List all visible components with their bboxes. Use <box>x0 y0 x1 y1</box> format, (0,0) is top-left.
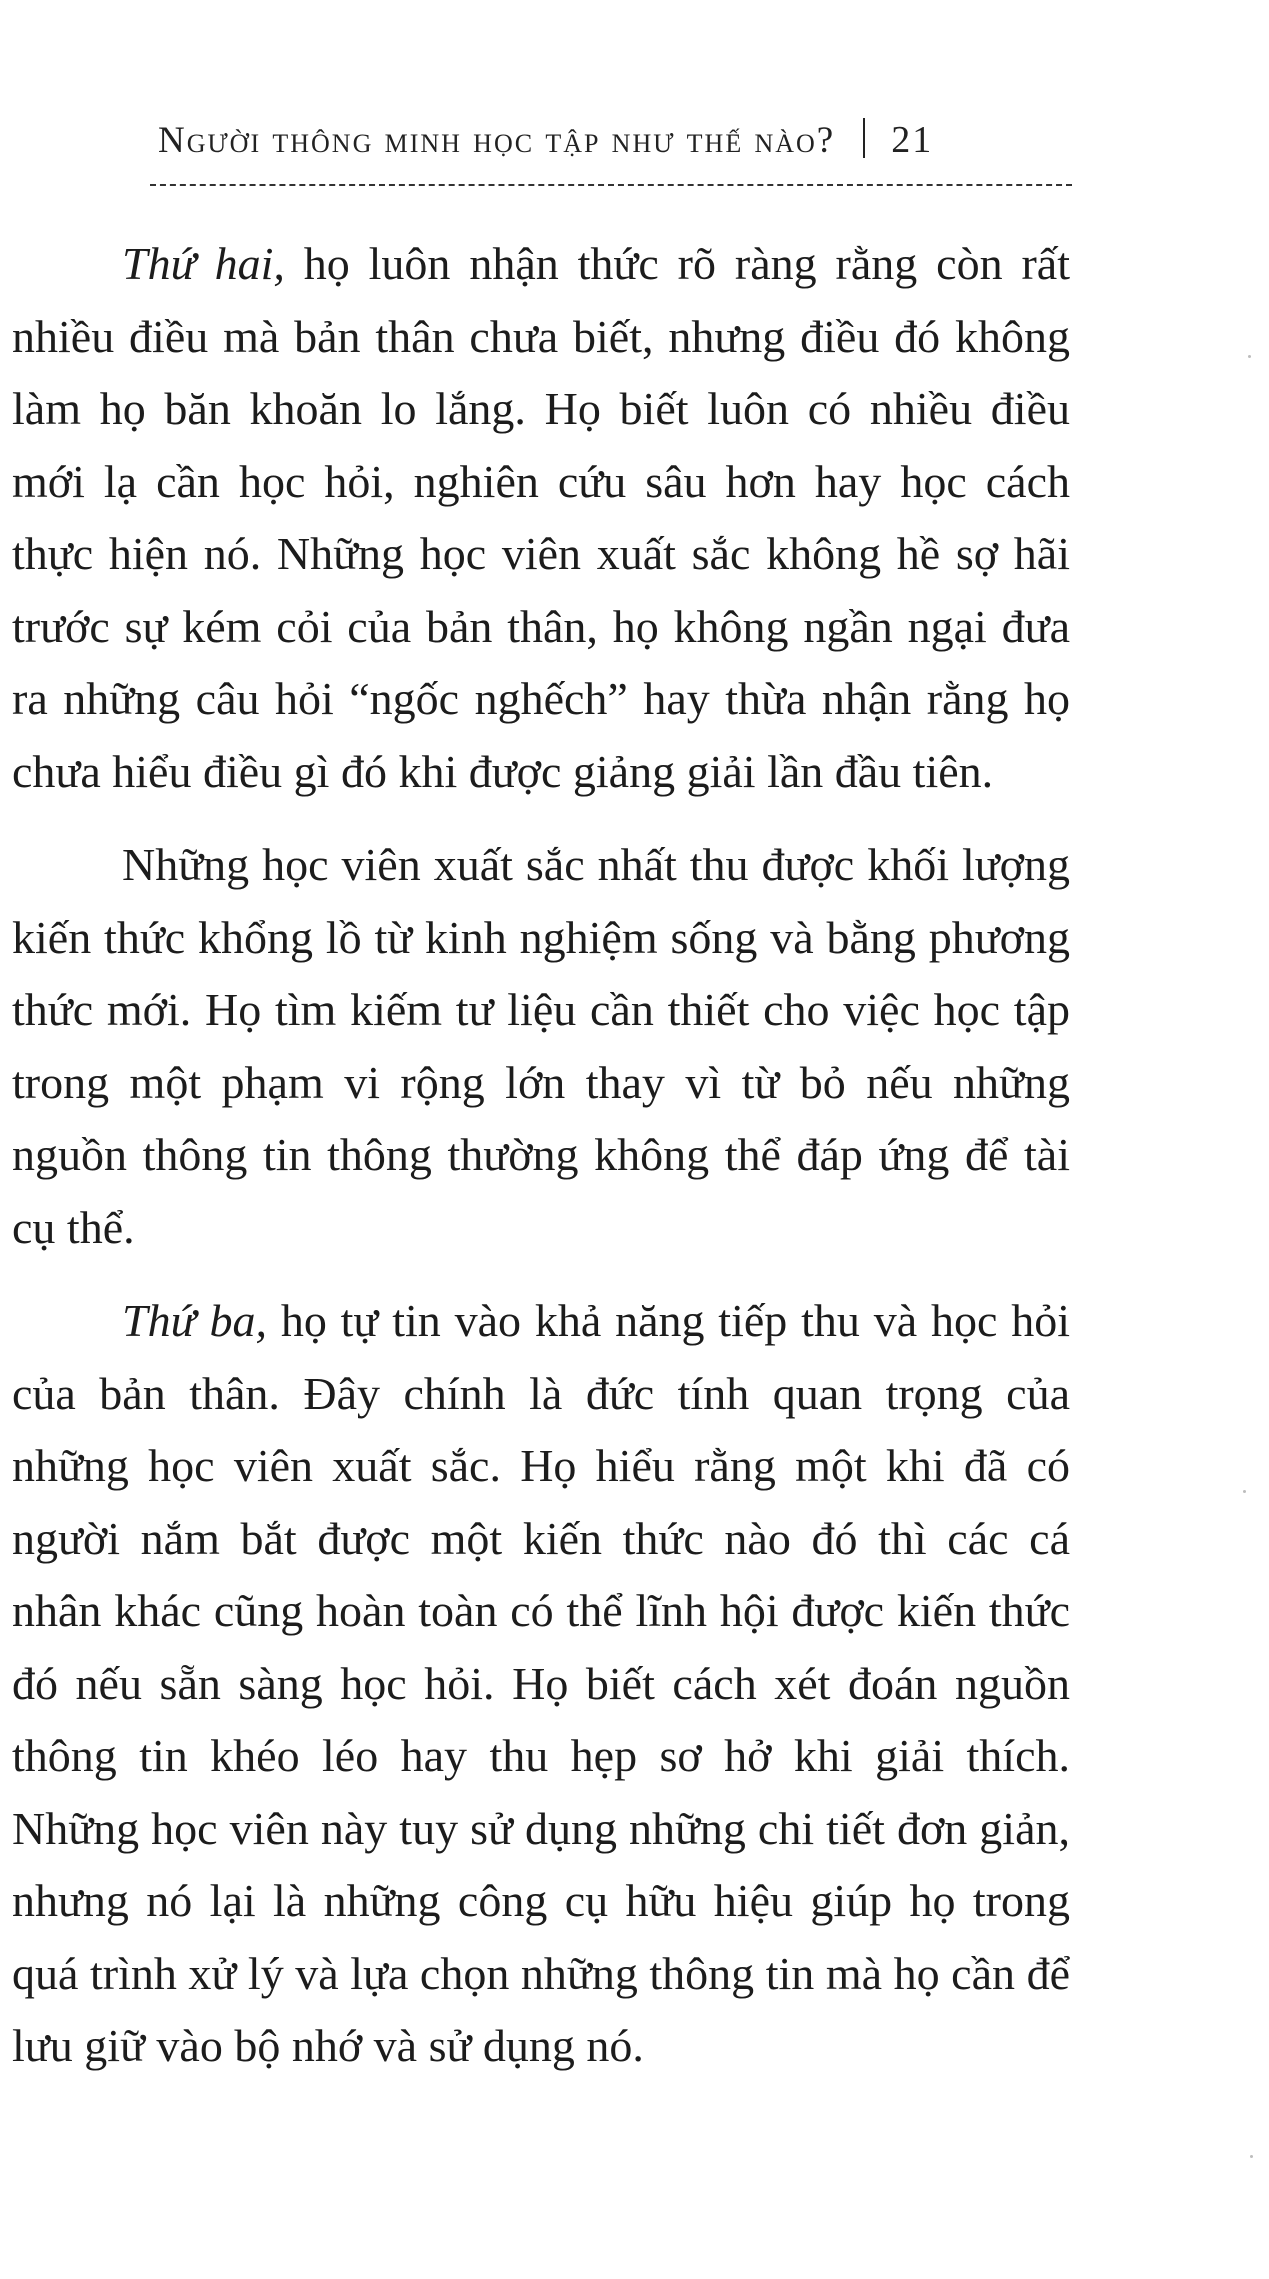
paragraph-text: Những học viên xuất sắc nhất thu được khối lượng kiến thức khổng lồ từ kinh nghiệm sống và bằng phương thức mới. Họ tìm kiếm tư liệu cần thiết cho việc học tập trong một phạm vi rộng lớn thay vì từ bỏ nếu những nguồn thông tin thông thường không thể đáp ứng để tài cụ thể. <box>12 839 1070 1253</box>
running-header <box>158 118 1078 174</box>
paragraph-lead: Thứ ba, <box>122 1295 267 1346</box>
paper-speck <box>1248 355 1251 358</box>
paragraph-text: họ luôn nhận thức rõ ràng rằng còn rất nhiều điều mà bản thân chưa biết, nhưng điều đó không làm họ băn khoăn lo lắng. Họ biết luôn có nhiều điều mới lạ cần học hỏi, nghiên cứu sâu hơn hay học cách thực hiện nó. Những học viên xuất sắc không hề sợ hãi trước sự kém cỏi của bản thân, họ không ngần ngại đưa ra những câu hỏi “ngốc nghếch” hay thừa nhận rằng họ chưa hiểu điều gì đó khi được giảng giải lần đầu tiên. <box>12 238 1070 797</box>
paragraph <box>12 228 1070 808</box>
header-dashed-rule <box>150 184 1072 186</box>
body-text <box>12 228 1070 2083</box>
page-number: 21 <box>891 119 934 161</box>
paragraph <box>12 1285 1070 2083</box>
chapter-title: Người thông minh học tập như thế nào? <box>158 120 836 161</box>
paragraph <box>12 829 1070 1264</box>
header-divider <box>863 118 865 158</box>
paragraph-lead: Thứ hai, <box>122 238 285 289</box>
paper-speck <box>1243 1490 1246 1493</box>
paper-speck <box>1250 2155 1253 2158</box>
paragraph-text: họ tự tin vào khả năng tiếp thu và học hỏi của bản thân. Đây chính là đức tính quan trọng của những học viên xuất sắc. Họ hiểu rằng một khi đã có người nắm bắt được một kiến thức nào đó thì các cá nhân khác cũng hoàn toàn có thể lĩnh hội được kiến thức đó nếu sẵn sàng học hỏi. Họ biết cách xét đoán nguồn thông tin khéo léo hay thu hẹp sơ hở khi giải thích. Những học viên này tuy sử dụng những chi tiết đơn giản, nhưng nó lại là những công cụ hữu hiệu giúp họ trong quá trình xử lý và lựa chọn những thông tin mà họ cần để lưu giữ vào bộ nhớ và sử dụng nó. <box>12 1295 1070 2071</box>
